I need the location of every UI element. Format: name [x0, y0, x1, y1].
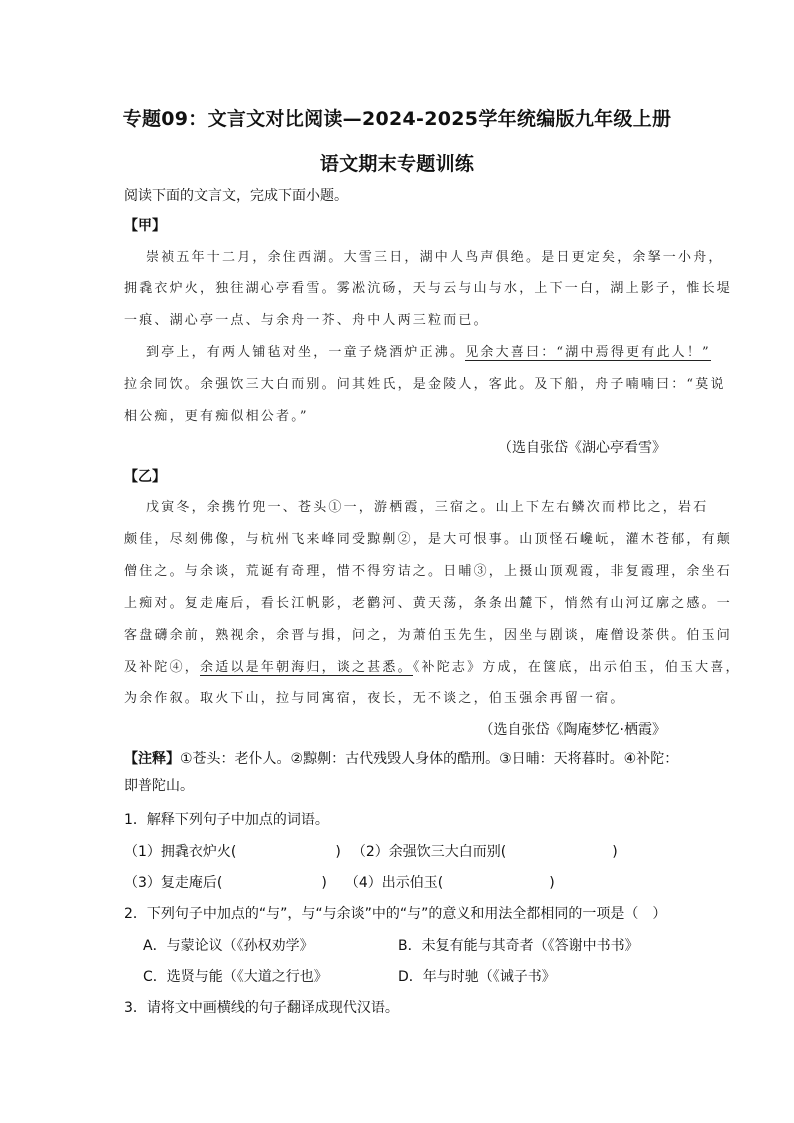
jia-line-2: 拥毳衣炉火，独往湖心亭看雪。雾凇沆砀，天与云与山与水，上下一白，湖上影子，惟长堤	[124, 281, 733, 296]
yi-line-5: 客盘礴余前，熟视余，余晋与揖，问之，为萧伯玉先生，因坐与剧谈，庵僧设茶供。伯玉问	[124, 628, 733, 643]
q1-item-3-close: )	[321, 875, 327, 891]
q1-item-1: （1）拥毳衣炉火(	[124, 844, 237, 860]
document-title-line1: 专题09：文言文对比阅读—2024-2025学年统编版九年级上册	[122, 108, 672, 130]
yi-line-4: 上痴对。复走庵后，看长江帆影，老鹳河、黄天荡，条条出麓下，悄然有山河辽廓之感。一	[124, 596, 733, 611]
yi-line-1: 戊寅冬，余携竹兜一、苍头①一，游栖霞，三宿之。山上下左右鳞次而栉比之，岩石	[146, 500, 709, 515]
yi-line-6	[124, 658, 741, 678]
jia-p2-line-1	[146, 343, 711, 363]
notes-text: ①苍头：老仆人。②黥劓：古代残毁人身体的酷刑。③日晡：天将暮时。④补陀：	[180, 751, 679, 767]
passage-jia-label: 【甲】	[124, 218, 166, 234]
yi-line-2: 颇佳，尽刻佛像，与杭州飞来峰同受黥劓②，是大可恨事。山顶怪石巉岏，灌木苍郁，有颠	[124, 532, 733, 547]
jia-underlined-sentence: 见余大喜曰：“湖中焉得更有此人！”	[465, 345, 711, 360]
passage-yi-label: 【乙】	[124, 469, 166, 485]
q1-item-4: （4）出示伯玉(	[344, 875, 444, 891]
yi-line-6-pre: 及补陀④，	[124, 660, 201, 675]
q2-option-d[interactable]: D．年与时驰（《诫子书》	[398, 969, 556, 985]
question-2-stem: 2．下列句子中加点的“与”，与“与余谈”中的“与”的意义和用法全都相同的一项是（ ）	[124, 906, 667, 922]
reading-instruction: 阅读下面的文言文，完成下面小题。	[124, 188, 348, 204]
yi-line-6-post: 《补陀志》方成，在箧底，出示伯玉，伯玉大喜，	[412, 660, 741, 675]
question-1-stem: 1．解释下列句子中加点的词语。	[124, 812, 329, 828]
q1-item-4-close: )	[549, 875, 555, 891]
yi-underlined-sentence: 余适以是年朝海归，谈之甚悉。	[200, 660, 413, 675]
question-1-row-2	[124, 873, 555, 893]
q1-item-3: （3）复走庵后(	[124, 875, 223, 891]
jia-line-1: 崇祯五年十二月，余住西湖。大雪三日，湖中人鸟声俱绝。是日更定矣，余拏一小舟，	[146, 250, 724, 265]
jia-p2-line-2: 拉余同饮。余强饮三大白而别。问其姓氏，是金陵人，客此。及下船，舟子喃喃曰：“莫说	[124, 377, 726, 392]
notes-line-2: 即普陀山。	[124, 778, 194, 794]
jia-p2-text: 到亭上，有两人铺毡对坐，一童子烧酒炉正沸。	[146, 345, 466, 360]
question-1-row-1	[124, 842, 618, 862]
yi-source: （选自张岱《陶庵梦忆·栖霞》	[479, 722, 666, 738]
notes-line-1	[124, 749, 678, 769]
q1-item-2: （2）余强饮三大白而别(	[351, 844, 507, 860]
jia-source: （选自张岱《湖心亭看雪》	[498, 440, 666, 456]
jia-line-3: 一痕、湖心亭一点、与余舟一芥、舟中人两三粒而已。	[124, 313, 489, 328]
yi-line-3: 僧住之。与余谈，荒诞有奇理，惜不得穷诘之。日晡③，上摄山顶观霞，非复霞理，余坐石	[124, 564, 733, 579]
question-3-stem: 3．请将文中画横线的句子翻译成现代汉语。	[124, 1000, 399, 1016]
jia-p2-line-3: 相公痴，更有痴似相公者。”	[124, 409, 309, 424]
q2-option-a[interactable]: A．与蒙论议（《孙权劝学》	[143, 938, 314, 954]
q2-option-b[interactable]: B．未复有能与其奇者（《答谢中书书》	[398, 938, 639, 954]
notes-label: 【注释】	[124, 751, 180, 767]
yi-line-7: 为余作叙。取火下山，拉与同寓宿，夜长，无不谈之，伯玉强余再留一宿。	[124, 691, 626, 706]
document-title-line2: 语文期末专题训练	[319, 153, 475, 175]
q1-item-2-close: )	[612, 844, 618, 860]
q1-item-1-close: )	[335, 844, 341, 860]
q2-option-c[interactable]: C．选贤与能（《大道之行也》	[143, 969, 328, 985]
